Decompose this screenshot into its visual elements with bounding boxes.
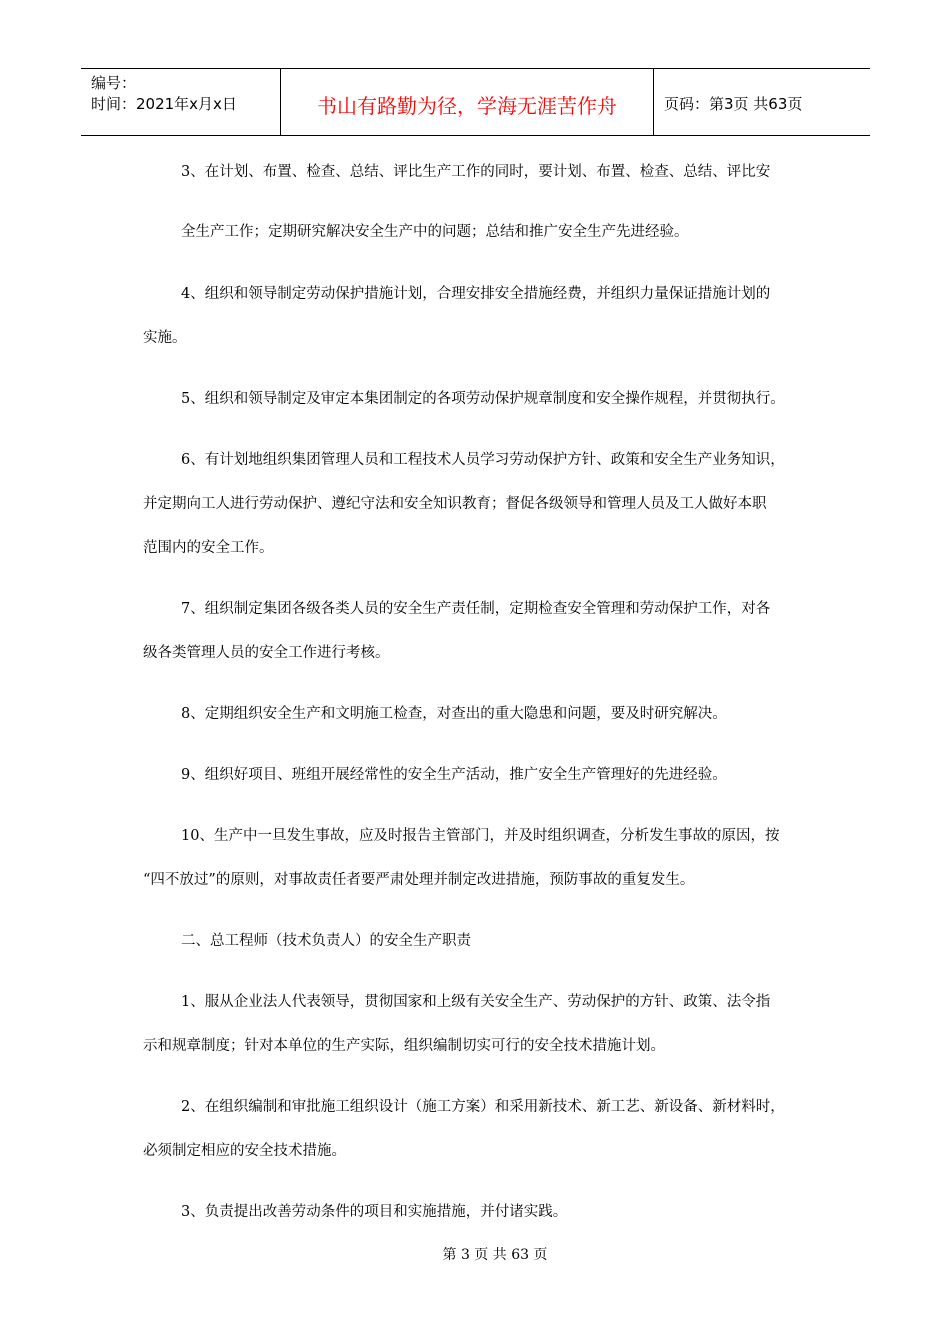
header-table bbox=[81, 68, 870, 136]
page-info-text: 页码：第3页 共63页 bbox=[664, 94, 803, 113]
paragraph-line: 1、服从企业法人代表领导，贯彻国家和上级有关安全生产、劳动保护的方针、政策、法令指 bbox=[181, 994, 771, 1010]
paragraph-line: 并定期向工人进行劳动保护、遵纪守法和安全知识教育；督促各级领导和管理人员及工人做好本职 bbox=[143, 496, 767, 512]
paragraph-line: 3、负责提出改善劳动条件的项目和实施措施，并付诸实践。 bbox=[181, 1204, 568, 1220]
time-label: 时间：2021年x月x日 bbox=[91, 95, 237, 113]
paragraph-line: 10、生产中一旦发生事故，应及时报告主管部门，并及时组织调查，分析发生事故的原因，按 bbox=[181, 828, 780, 844]
paragraph-line: 9、组织好项目、班组开展经常性的安全生产活动，推广安全生产管理好的先进经验。 bbox=[181, 767, 727, 783]
paragraph-line: 范围内的安全工作。 bbox=[143, 540, 274, 556]
paragraph-line: 2、在组织编制和审批施工组织设计（施工方案）和采用新技术、新工艺、新设备、新材料时， bbox=[181, 1099, 785, 1115]
paragraph-line: “四不放过”的原则，对事故责任者要严肃处理并制定改进措施，预防事故的重复发生。 bbox=[143, 872, 695, 888]
paragraph-line: 全生产工作；定期研究解决安全生产中的问题；总结和推广安全生产先进经验。 bbox=[181, 224, 689, 240]
paragraph-line: 7、组织制定集团各级各类人员的安全生产责任制，定期检查安全管理和劳动保护工作，对各 bbox=[181, 601, 771, 617]
number-label: 编号： bbox=[91, 74, 137, 92]
paragraph-line: 8、定期组织安全生产和文明施工检查，对查出的重大隐患和问题，要及时研究解决。 bbox=[181, 706, 727, 722]
paragraph-line: 6、有计划地组织集团管理人员和工程技术人员学习劳动保护方针、政策和安全生产业务知识， bbox=[181, 452, 785, 468]
paragraph-line: 5、组织和领导制定及审定本集团制定的各项劳动保护规章制度和安全操作规程，并贯彻执行。 bbox=[181, 391, 785, 407]
paragraph-line: 级各类管理人员的安全工作进行考核。 bbox=[143, 645, 390, 661]
paragraph-line: 必须制定相应的安全技术措施。 bbox=[143, 1143, 346, 1159]
header-meta-cell bbox=[81, 69, 281, 135]
page-info-cell bbox=[654, 69, 870, 135]
paragraph-line: 示和规章制度；针对本单位的生产实际，组织编制切实可行的安全技术措施计划。 bbox=[143, 1038, 665, 1054]
paragraph-line: 3、在计划、布置、检查、总结、评比生产工作的同时，要计划、布置、检查、总结、评比安 bbox=[181, 164, 771, 180]
section-heading: 二、总工程师（技术负责人）的安全生产职责 bbox=[181, 933, 471, 949]
motto-cell bbox=[281, 69, 654, 135]
paragraph-line: 4、组织和领导制定劳动保护措施计划，合理安排安全措施经费，并组织力量保证措施计划的 bbox=[181, 286, 771, 302]
page-footer: 第 3 页 共 63 页 bbox=[442, 1247, 548, 1263]
motto-text: 书山有路勤为径，学海无涯苦作舟 bbox=[317, 93, 617, 118]
paragraph-line: 实施。 bbox=[143, 330, 187, 346]
